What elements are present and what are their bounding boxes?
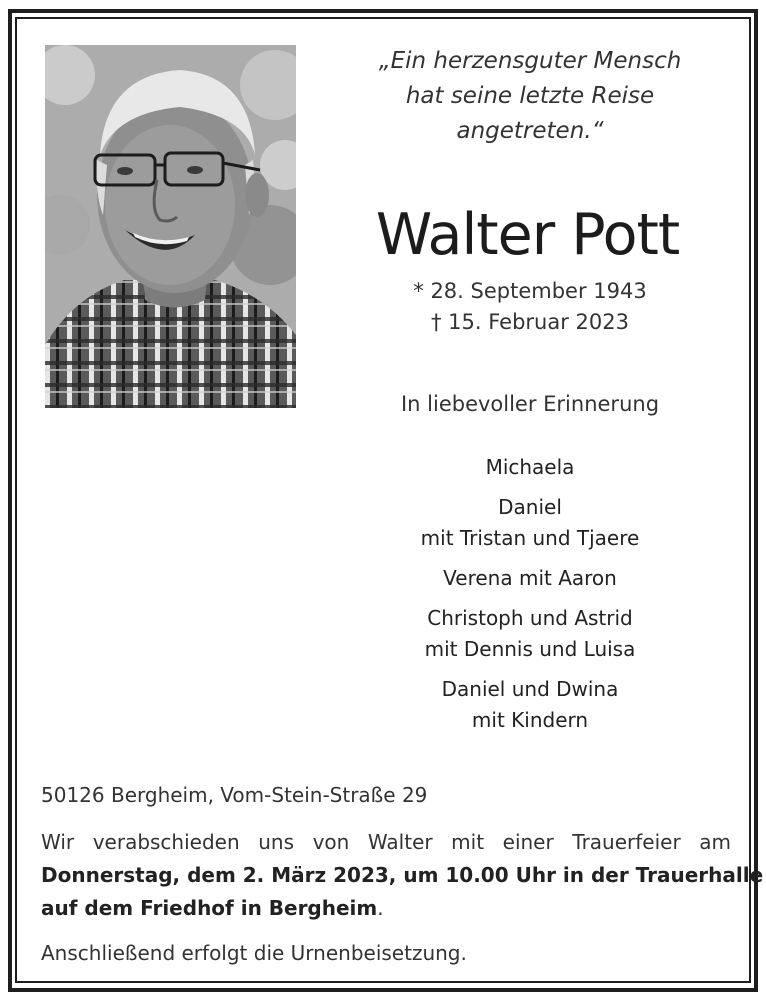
family-line: Verena mit Aaron [443,566,617,590]
quote-line: angetreten.“ [456,118,604,144]
family-line: mit Tristan und Tjaere [420,526,640,550]
address: 50126 Bergheim, Vom-Stein-Straße 29 [41,783,428,807]
ceremony-location: auf dem Friedhof in Bergheim [41,896,378,920]
deceased-name: Walter Pott [375,202,680,268]
life-dates [370,276,690,338]
quote-line: hat seine letzte Reise [405,83,655,109]
remembrance-heading: In liebevoller Erinnerung [400,392,660,416]
memorial-quote [330,44,730,149]
family-line: Michaela [485,455,575,479]
urn-burial-note: Anschließend erfolgt die Urnenbeisetzung. [41,941,467,965]
family-line: mit Dennis und Luisa [424,637,636,661]
family-line: Daniel [498,495,562,519]
death-date: † 15. Februar 2023 [431,310,629,334]
ceremony-location-line [41,892,731,925]
family-group [370,603,690,665]
ceremony-period: . [377,896,384,920]
family-line: Daniel und Dwina [441,677,619,701]
portrait-photo [45,45,296,408]
family-group [370,563,690,594]
birth-date: * 28. September 1943 [413,279,647,303]
family-line: mit Kindern [471,708,589,732]
family-group [370,674,690,736]
ceremony-date-line: Donnerstag, dem 2. März 2023, um 10.00 Uhr in der Trauerhalle [41,863,764,887]
family-list [370,452,690,745]
family-group [370,452,690,483]
family-line: Christoph und Astrid [427,606,633,630]
ceremony-notice [41,826,764,925]
family-group [370,492,690,554]
ceremony-line: Wir verabschieden uns von Walter mit einer Trauerfeier am [41,830,731,854]
quote-line: „Ein herzensguter Mensch [378,48,682,74]
